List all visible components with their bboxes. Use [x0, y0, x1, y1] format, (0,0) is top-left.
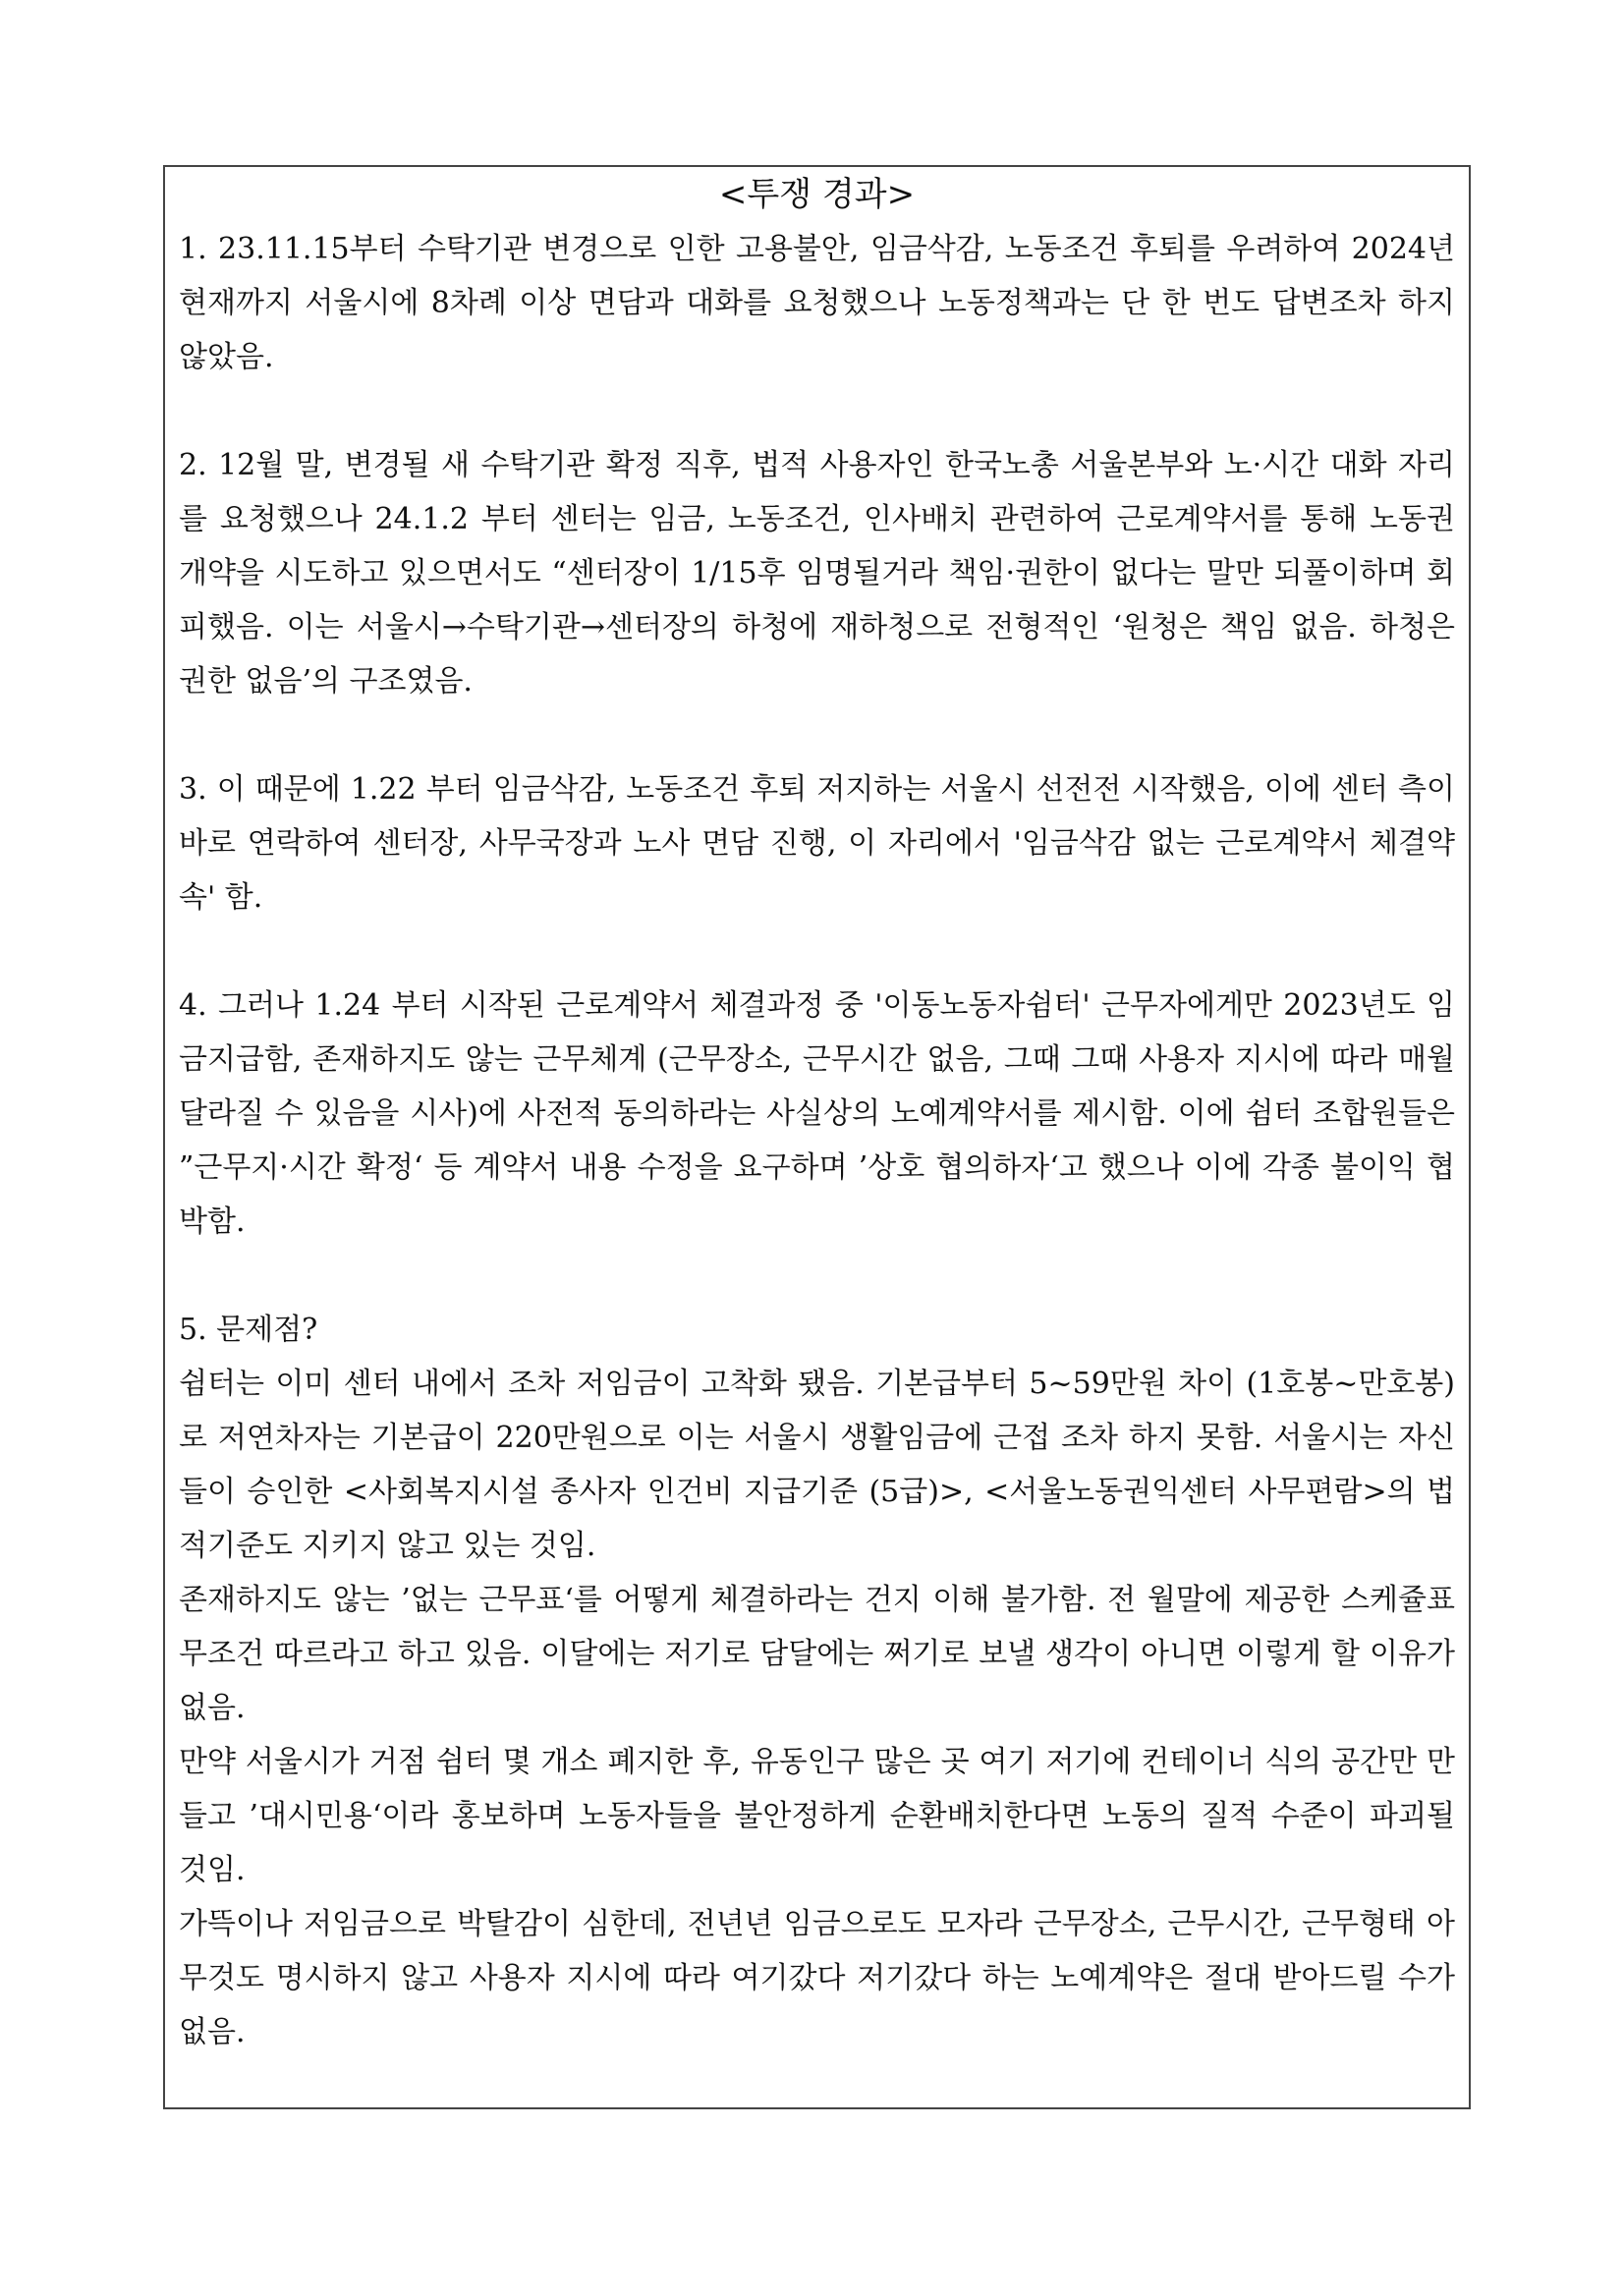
spacer — [179, 1249, 1455, 1303]
problem-paragraph: 가뜩이나 저임금으로 박탈감이 심한데, 전년년 임금으로도 모자라 근무장소, 근무시간, 근무형태 아무것도 명시하지 않고 사용자 지시에 따라 여기갔다 저기갔다 하는 노예계약은 절대 받아드릴 수가 없음. — [179, 1907, 1455, 2049]
problem-paragraph: 쉼터는 이미 센터 내에서 조차 저임금이 고착화 됐음. 기본급부터 5~59만원 차이 (1호봉~만호봉)로 저연차자는 기본급이 220만원으로 이는 서울시 생활임금에 근접 조차 하지 못함. 서울시는 자신들이 승인한 <사회복지시설 종사자 인건비 지급기준 (5급)>, <서울노동권익센터 사무편람>의 법적기준도 지키지 않고 있는 것임. — [179, 1367, 1455, 1563]
problem-paragraph: 만약 서울시가 거점 쉼터 몇 개소 폐지한 후, 유동인구 많은 곳 여기 저기에 컨테이너 식의 공간만 만들고 ’대시민용‘이라 홍보하며 노동자들을 불안정하게 순환배치한다면 노동의 질적 수준이 파괴될 것임. — [179, 1745, 1455, 1887]
problem-paragraph: 존재하지도 않는 ’없는 근무표‘를 어떻게 체결하라는 건지 이해 불가함. 전 월말에 제공한 스케쥴표 무조건 따르라고 하고 있음. 이달에는 저기로 담달에는 쩌기로 보낼 생각이 아니면 이렇게 할 이유가 없음. — [179, 1583, 1455, 1725]
section-4: 4. 그러나 1.24 부터 시작된 근로계약서 체결과정 중 '이동노동자쉼터' 근무자에게만 2023년도 임금지급함, 존재하지도 않는 근무체계 (근무장소, 근무시간 없음, 그때 그때 사용자 지시에 따라 매월 달라질 수 있음을 시사)에 사전적 동의하라는 사실상의 노예계약서를 제시함. 이에 쉼터 조합원들은 ”근무지·시간 확정‘ 등 계약서 내용 수정을 요구하며 ’상호 협의하자‘고 했으나 이에 각종 불이익 협박함. — [179, 988, 1455, 1239]
section-1: 1. 23.11.15부터 수탁기관 변경으로 인한 고용불안, 임금삭감, 노동조건 후퇴를 우려하여 2024년 현재까지 서울시에 8차례 이상 면담과 대화를 요청했으나 노동정책과는 단 한 번도 답변조차 하지 않았음. — [179, 232, 1455, 374]
document-title: <투쟁 경과> — [718, 175, 916, 214]
section-3: 3. 이 때문에 1.22 부터 임금삭감, 노동조건 후퇴 저지하는 서울시 선전전 시작했음, 이에 센터 측이 바로 연락하여 센터장, 사무국장과 노사 면담 진행, 이 자리에서 '임금삭감 없는 근로계약서 체결약속' 함. — [179, 772, 1455, 915]
section-2: 2. 12월 말, 변경될 새 수탁기관 확정 직후, 법적 사용자인 한국노총 서울본부와 노·시간 대화 자리를 요청했으나 24.1.2 부터 센터는 임금, 노동조건, 인사배치 관련하여 근로계약서를 통해 노동권 개약을 시도하고 있으면서도 “센터장이 1/15후 임명될거라 책임·권한이 없다는 말만 되풀이하며 회피했음. 이는 서울시→수탁기관→센터장의 하청에 재하청으로 전형적인 ‘원청은 책임 없음. 하청은 권한 없음’의 구조였음. — [179, 448, 1455, 699]
document-box — [163, 165, 1471, 2109]
spacer — [179, 708, 1455, 762]
spacer — [179, 924, 1455, 979]
spacer — [179, 384, 1455, 438]
section-5-heading: 5. 문제점? — [179, 1313, 318, 1347]
